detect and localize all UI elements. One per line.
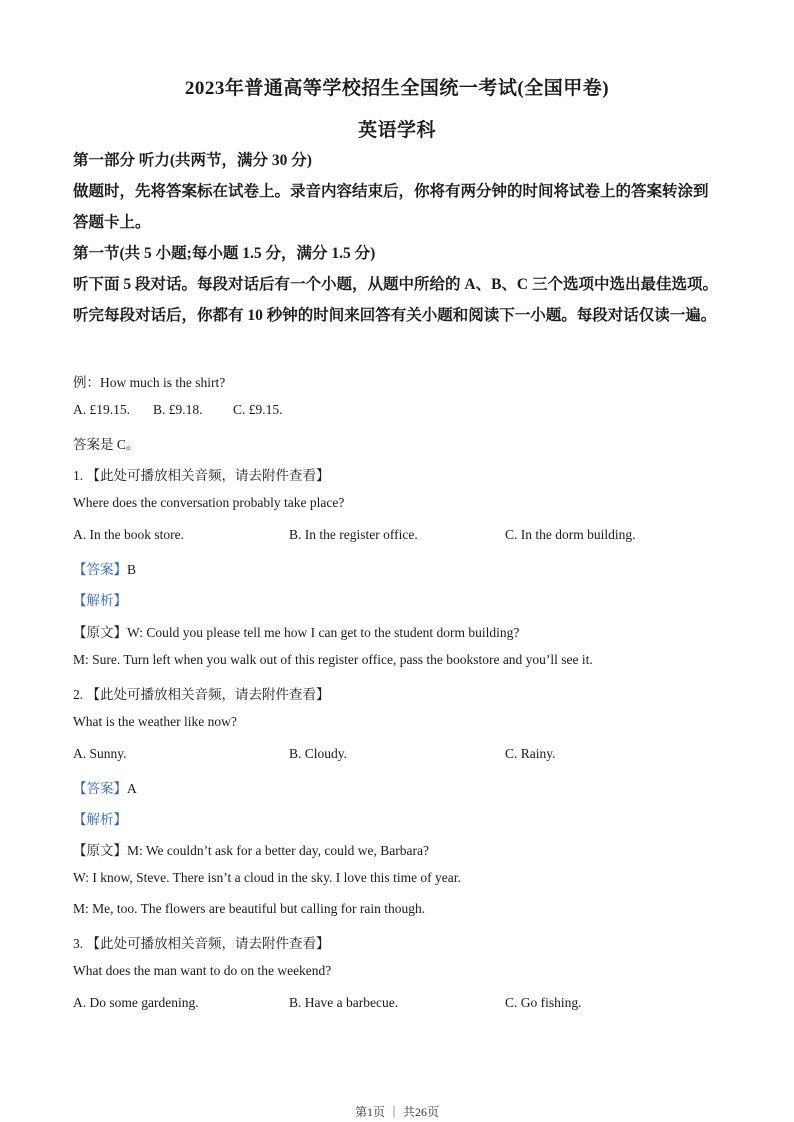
q2-option-c: C. Rainy. xyxy=(505,746,556,761)
q2-audio-link[interactable]: 【此处可播放相关音频，请去附件查看】 xyxy=(86,687,330,702)
q2-option-a: A. Sunny. xyxy=(73,746,127,761)
q1-answer-tag: 【答案】 xyxy=(73,562,127,577)
q1-question: Where does the conversation probably take place? xyxy=(73,495,345,510)
part1-heading: 第一部分 听力(共两节，满分 30 分) xyxy=(73,152,312,169)
q2-question: What is the weather like now? xyxy=(73,714,237,729)
example-question: 例：How much is the shirt? xyxy=(73,375,226,390)
section1-heading: 第一节(共 5 小题;每小题 1.5 分，满分 1.5 分) xyxy=(73,245,376,262)
q3-option-b: B. Have a barbecue. xyxy=(289,995,399,1010)
q2-answer-value: A xyxy=(127,781,137,796)
example-option-c: C. £9.15. xyxy=(233,402,283,417)
q2-transcript-line-2: W: I know, Steve. There isn’t a cloud in the sky. I love this time of year. xyxy=(73,870,461,885)
q1-header xyxy=(73,464,330,484)
q1-transcript-tag: 【原文】 xyxy=(73,625,127,640)
example-option-b: B. £9.18. xyxy=(153,402,203,417)
q2-analysis-tag: 【解析】 xyxy=(73,812,127,827)
q2-header xyxy=(73,683,330,703)
q2-answer xyxy=(73,777,137,797)
example-option-a: A. £19.15. xyxy=(73,402,130,417)
q3-audio-link[interactable]: 【此处可播放相关音频，请去附件查看】 xyxy=(86,936,330,951)
part1-instruction: 做题时，先将答案标在试卷上。录音内容结束后，你将有两分钟的时间将试卷上的答案转涂到答题卡上。 xyxy=(73,183,709,231)
example-answer: 答案是 C。 xyxy=(73,437,140,452)
q3-option-a: A. Do some gardening. xyxy=(73,995,199,1010)
q2-number: 2. xyxy=(73,687,84,702)
q2-transcript-tag: 【原文】 xyxy=(73,843,127,858)
exam-title: 2023年普通高等学校招生全国统一考试(全国甲卷) xyxy=(184,78,610,99)
q1-analysis-tag: 【解析】 xyxy=(73,593,127,608)
q1-option-a: A. In the book store. xyxy=(73,527,184,542)
q3-number: 3. xyxy=(73,936,84,951)
q1-transcript-line-1: 【原文】W: Could you please tell me how I can get to the student dorm building? xyxy=(73,625,520,640)
q1-number: 1. xyxy=(73,468,84,483)
q1-transcript-line-2: M: Sure. Turn left when you walk out of this register office, pass the bookstore and you’ll see it. xyxy=(73,652,593,667)
q2-answer-tag: 【答案】 xyxy=(73,781,127,796)
q2-transcript-line-3: M: Me, too. The flowers are beautiful but calling for rain though. xyxy=(73,901,426,916)
section1-instruction: 听下面 5 段对话。每段对话后有一个小题，从题中所给的 A、B、C 三个选项中选出最佳选项。听完每段对话后，你都有 10 秒钟的时间来回答有关小题和阅读下一小题。每段对话仅读一遍。 xyxy=(73,276,718,324)
q1-audio-link[interactable]: 【此处可播放相关音频，请去附件查看】 xyxy=(86,468,330,483)
q1-option-b: B. In the register office. xyxy=(289,527,418,542)
subject-title: 英语学科 xyxy=(357,120,436,141)
q1-answer-value: B xyxy=(127,562,137,577)
q2-transcript-line-1: 【原文】M: We couldn’t ask for a better day, could we, Barbara? xyxy=(73,843,429,858)
q3-option-c: C. Go fishing. xyxy=(505,995,582,1010)
q3-question: What does the man want to do on the weekend? xyxy=(73,963,332,978)
q1-option-c: C. In the dorm building. xyxy=(505,527,636,542)
q1-answer xyxy=(73,558,136,578)
q2-option-b: B. Cloudy. xyxy=(289,746,348,761)
q3-header xyxy=(73,932,330,952)
page-footer: 第1页 ｜ 共26页 xyxy=(354,1105,439,1119)
